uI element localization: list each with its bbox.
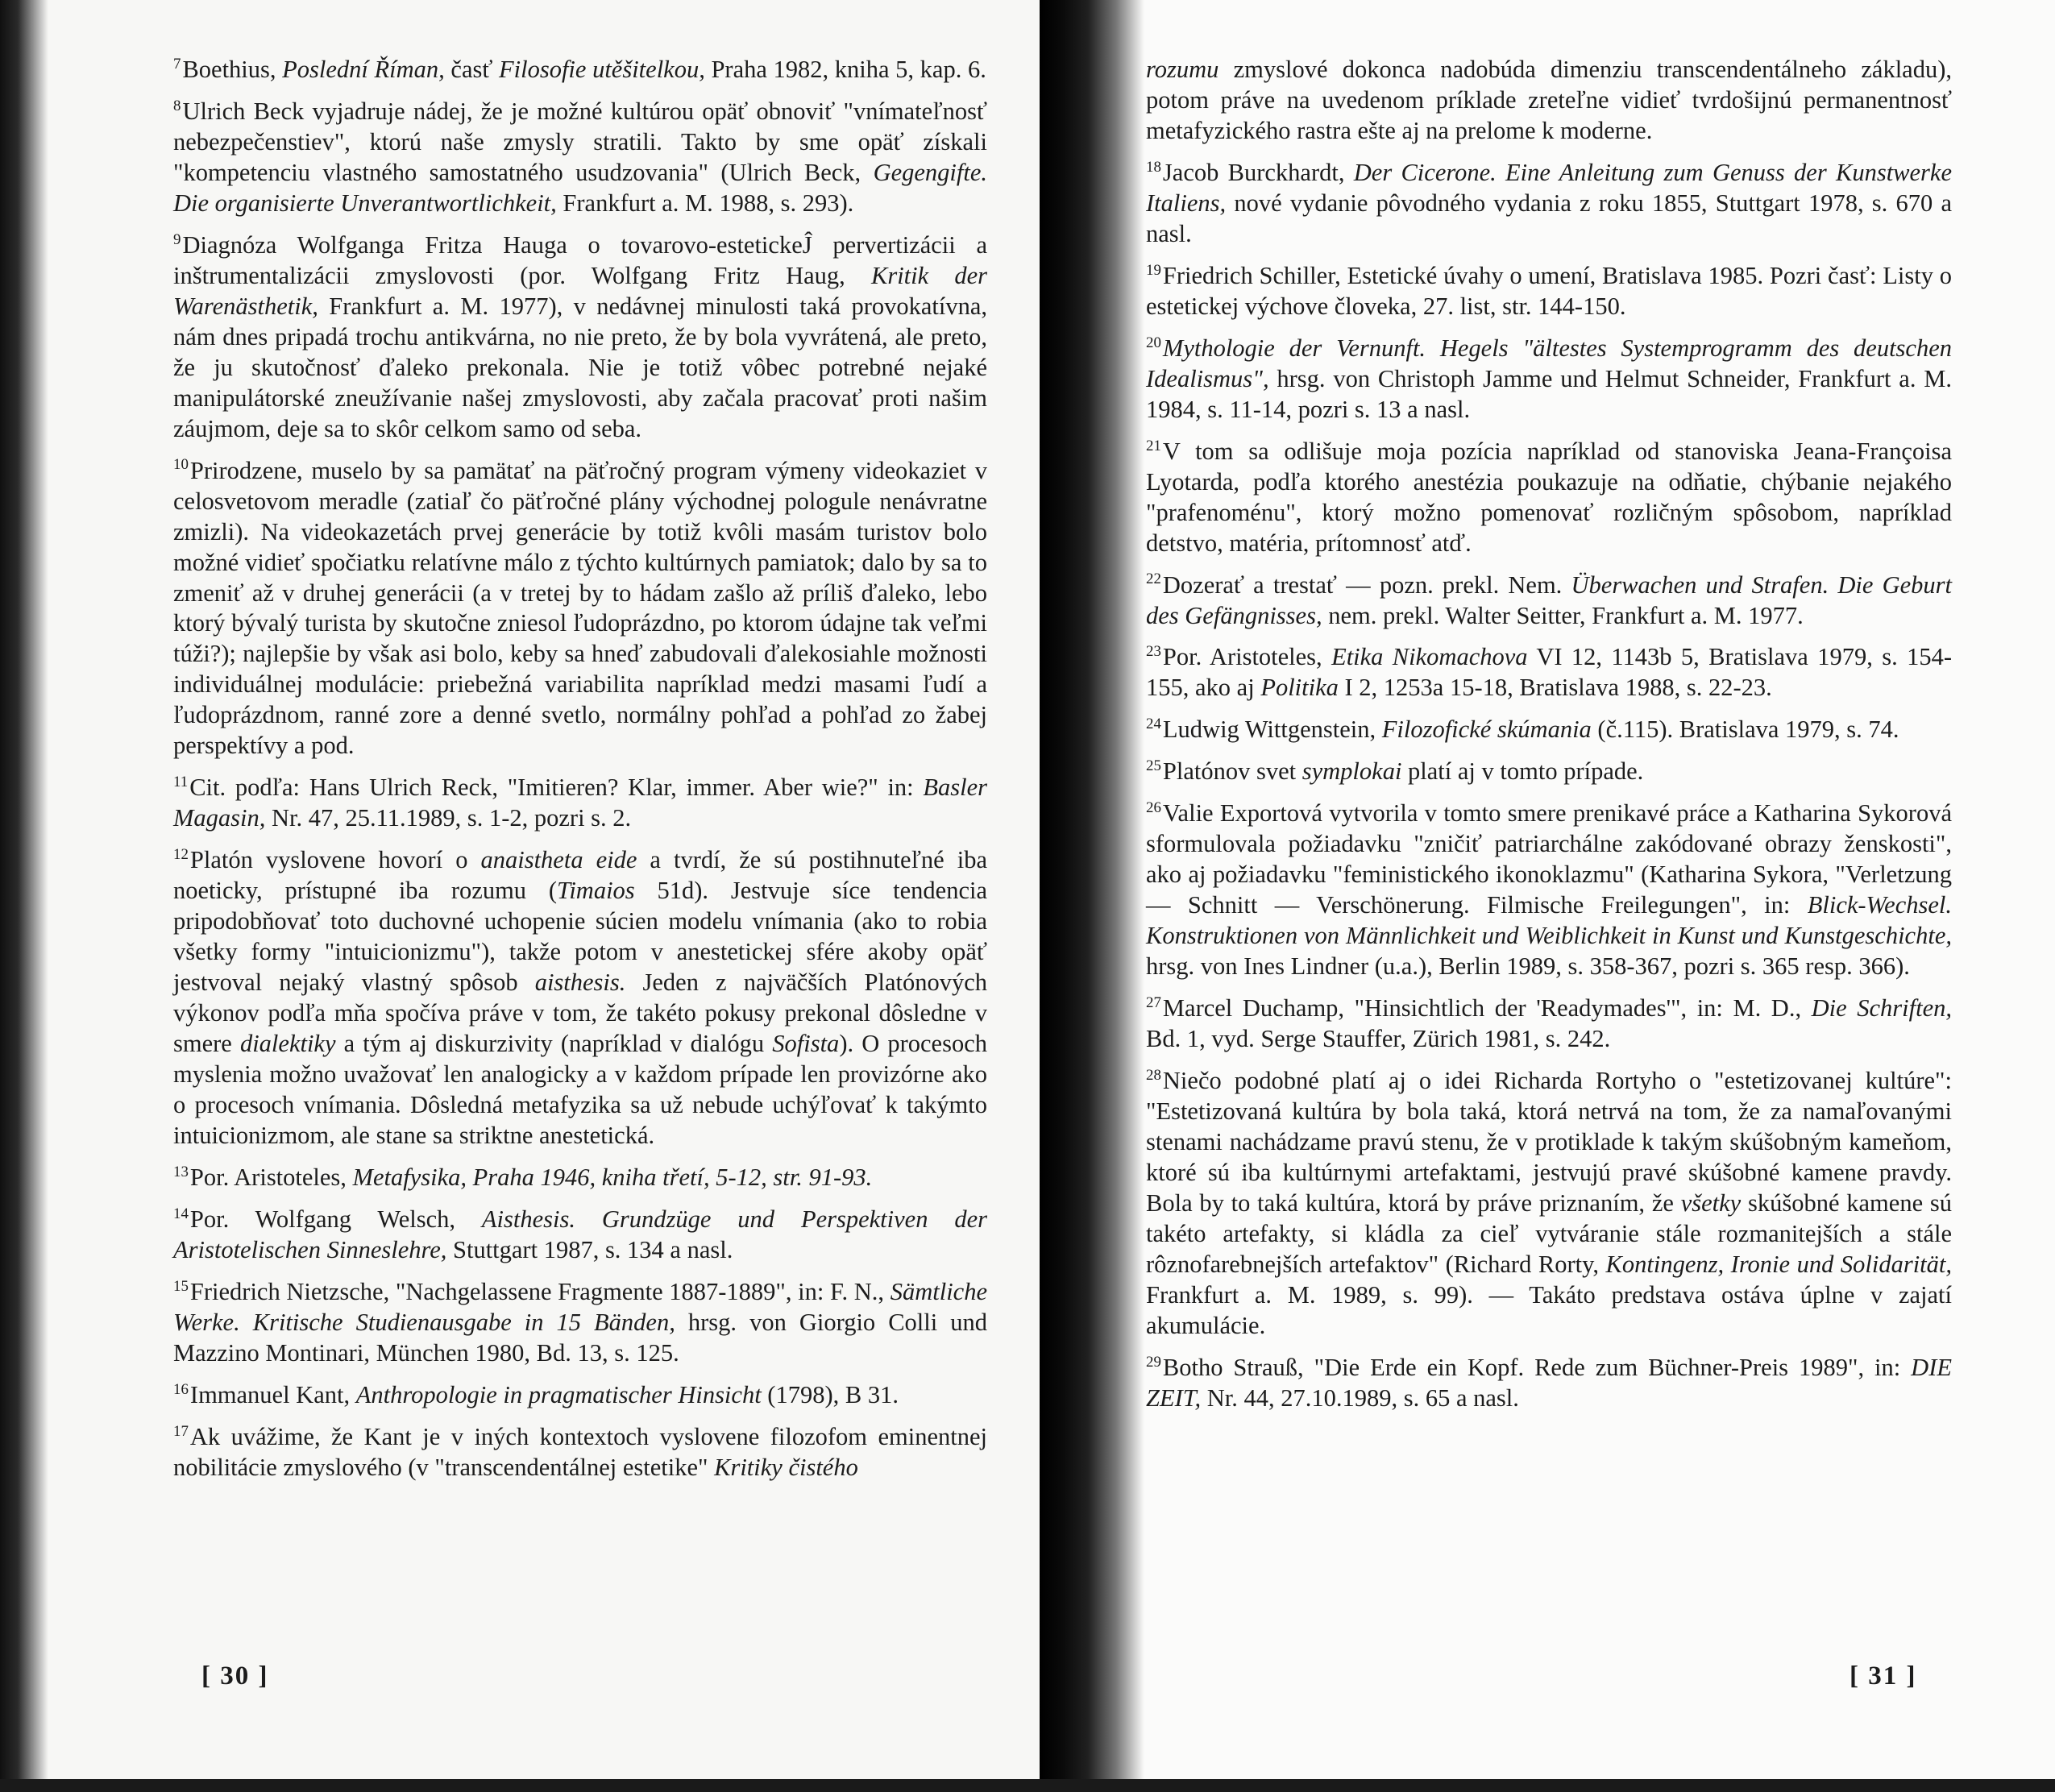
footnote-number: 8 bbox=[173, 97, 181, 114]
footnote-number: 9 bbox=[173, 230, 181, 248]
footnote-text-segment: Diagnóza Wolfganga Fritza Hauga o tovarovo-estetickeĴ pervertizácii a inštrumentalizácii zmyslovosti (por. Wolfgang Fritz Haug, bbox=[173, 230, 987, 289]
footnote-text-segment: Prirodzene, muselo by sa pamätať na päťročný program výmeny videokaziet v celosvetovom meradle (zatiaľ čo päťročné plány východnej pologule nenávratne zmizli). Na videokazetách prvej generácie by totiž kvôli masám turistov bolo možné vidieť spočiatku relatívne málo z týchto kultúrnych pamiatok; dalo by sa to zmeniť až v druhej generácii (a v tretej by to hádam zašlo až príliš ďaleko, lebo ktorý bývalý turista by skutočne zniesol ľudoprázdno, po ktorom údajne tak veľmi túži?); najlepšie by však asi bolo, keby sa hneď zabudovali ďalekosiahle možnosti individuálnej modulácie: priebežná variabilita napríklad medzi masami ľudí a ľudoprázdnom, ranné zore a denné svetlo, normálny pohľad a pohľad zo žabej perspektívy a pod. bbox=[173, 456, 987, 760]
footnote-text-segment: Dozerať a trestať — pozn. prekl. Nem. bbox=[1162, 570, 1571, 599]
footnote-number: 20 bbox=[1146, 334, 1161, 351]
footnote-text-segment: skúšobné kamene sú takéto artefakty, si kládla za cieľ vytváranie stále rozmanitejších a stále rôznofarebnejších artefaktov" (Richard Rorty, bbox=[1146, 1188, 1953, 1278]
footnote-text-segment: DIE ZEIT, bbox=[1146, 1353, 1952, 1412]
footnote bbox=[173, 97, 987, 219]
footnote-text-segment: zmyslové dokonca nadobúda dimenziu transcendentálneho základu), potom práve na uvedenom príklade zreteľne vidieť tvrdošijnú permanentnosť metafyzického rastra ešte aj na prelome k moderne. bbox=[1146, 56, 1952, 144]
right-page bbox=[1040, 0, 2055, 1792]
footnote-number: 14 bbox=[173, 1205, 189, 1222]
footnote-text-segment: Poslední Říman, bbox=[282, 56, 445, 83]
footnote-number: 12 bbox=[173, 846, 189, 864]
footnote-text-segment: Filozofické skúmania bbox=[1381, 716, 1592, 744]
footnote-text-segment: Bd. 1, vyd. Serge Stauffer, Zürich 1981, s. 242. bbox=[1146, 1025, 1611, 1053]
page-number-left: [ 30 ] bbox=[201, 1661, 269, 1690]
footnote-text-segment: Friedrich Schiller, Estetické úvahy o umení, Bratislava 1985. Pozri časť: Listy o estetickej výchove človeka, 27. list, str. 144-150. bbox=[1146, 261, 1952, 320]
footnote bbox=[173, 1380, 987, 1411]
footnote-text-segment: a tým aj diskurzivity (napríklad v dialógu bbox=[335, 1030, 773, 1058]
footnote-text-segment: Nr. 44, 27.10.1989, s. 65 a nasl. bbox=[1201, 1383, 1519, 1412]
footnote-text-segment: Gegengifte. Die organisierte Unverantwortlichkeit, bbox=[173, 158, 987, 217]
footnote-text-segment: symplokai bbox=[1302, 757, 1402, 786]
footnote-text-segment: Botho Strauß, "Die Erde ein Kopf. Rede zum Büchner-Preis 1989", in: bbox=[1162, 1353, 1912, 1381]
footnote-number: 23 bbox=[1146, 643, 1161, 661]
footnote-text-segment: Valie Exportová vytvorila v tomto smere prenikavé práce a Katharina Sykorová sformulovala požiadavku "zničiť patriarchálne zakódované obrazy ženskosti", ako aj požiadavku "feministického ikonoklazmu" (Katharina Sykora, "Verletzung — Schnitt — Verschönerung. Filmische Freilegungen", in: bbox=[1146, 799, 1952, 919]
footnote bbox=[173, 1205, 987, 1266]
footnote-number: 7 bbox=[173, 55, 181, 73]
footnote-text-segment: Mythologie der Vernunft. Hegels "ältestes Systemprogramm des deutschen Idealismus", bbox=[1146, 334, 1952, 392]
footnote-number: 22 bbox=[1146, 570, 1161, 588]
footnote-text-segment: Überwachen und Strafen. Die Geburt des Gefängnisses, bbox=[1146, 570, 1953, 629]
footnote-text-segment: Kontingenz, Ironie und Solidarität, bbox=[1605, 1250, 1953, 1278]
footnote-text-segment: (č.115). Bratislava 1979, s. 74. bbox=[1591, 716, 1899, 744]
footnote bbox=[1146, 1066, 1952, 1342]
footnote-text-segment: Die Schriften, bbox=[1811, 994, 1953, 1023]
footnote-text-segment: VI 12, 1143b 5, Bratislava 1979, s. 154-155, ako aj bbox=[1146, 643, 1952, 702]
footnote-text-segment: Metafysika, Praha 1946, kniha třetí, 5-12, str. 91-93. bbox=[352, 1163, 873, 1191]
footnote-text-segment: Niečo podobné platí aj o idei Richarda Rortyho o "estetizovanej kultúre": "Estetizovaná kultúra by bola taká, ktorá netrvá na tom, že za namaľovanými stenami nachádzame pravú stenu, že v protiklade k takým skúšobným kameňom, ktoré sú iba kultúrnymi artefaktami, jestvujú pravé skúšobné kamene pravdy. Bola by to taká kultúra, ktorá by práve priznaním, že bbox=[1146, 1067, 1952, 1217]
footnote-text-segment: nem. prekl. Walter Seitter, Frankfurt a. M. 1977. bbox=[1322, 601, 1804, 629]
page-edge-shadow bbox=[0, 0, 48, 1792]
footnote-text-segment: Frankfurt a. M. 1989, s. 99). — Takáto predstava ostáva úplne v zajatí akumulácie. bbox=[1146, 1280, 1952, 1339]
scan-bottom-edge bbox=[0, 1779, 2055, 1792]
footnote-text-segment: Cit. podľa: Hans Ulrich Reck, "Imitieren? Klar, immer. Aber wie?" in: bbox=[189, 774, 924, 802]
footnote-text-segment: Timaios bbox=[557, 877, 635, 905]
footnote-text-segment: ). O procesoch myslenia možno uvažovať len analogicky a v každom prípade len provizórne ako o procesoch vnímania. Dôsledná metafyzika sa už nebude uchýľovať k takýmto intuicionizmom, ale stane sa striktne anestetická. bbox=[173, 1030, 988, 1149]
footnote-text-segment: Por. Aristoteles, bbox=[189, 1163, 353, 1191]
footnote-text-segment: Platónov svet bbox=[1162, 757, 1302, 786]
footnote bbox=[173, 773, 987, 834]
footnote-text-segment: Por. Wolfgang Welsch, bbox=[189, 1205, 482, 1233]
footnote-number: 17 bbox=[173, 1422, 189, 1440]
footnote bbox=[1146, 261, 1952, 322]
footnote-text-segment: Nr. 47, 25.11.1989, s. 1-2, pozri s. 2. bbox=[265, 804, 632, 832]
footnote-text-segment: Aisthesis. Grundzüge und Perspektiven der Aristotelischen Sinneslehre, bbox=[173, 1205, 987, 1263]
footnote-number: 21 bbox=[1146, 437, 1161, 454]
footnote-number: 27 bbox=[1146, 994, 1161, 1011]
footnote-text-segment: Ludwig Wittgenstein, bbox=[1162, 716, 1382, 744]
footnote-text-segment: Por. Aristoteles, bbox=[1162, 643, 1332, 671]
footnote bbox=[173, 1422, 987, 1483]
footnote bbox=[1146, 158, 1952, 250]
footnote-text-segment: Politika bbox=[1260, 674, 1339, 702]
footnote-text-segment: aisthesis. bbox=[534, 969, 626, 997]
footnote-text-segment: Stuttgart 1987, s. 134 a nasl. bbox=[446, 1235, 733, 1263]
footnote bbox=[173, 1163, 987, 1193]
footnote-text-segment: hrsg. von Ines Lindner (u.a.), Berlin 1989, s. 358-367, pozri s. 365 resp. 366). bbox=[1146, 952, 1910, 981]
footnote-number: 18 bbox=[1146, 158, 1161, 176]
footnote bbox=[173, 230, 987, 445]
footnote bbox=[173, 845, 987, 1151]
footnote-number: 29 bbox=[1146, 1353, 1161, 1371]
footnote-text-segment: Jacob Burckhardt, bbox=[1162, 158, 1354, 186]
footnote-text-segment: Basler Magasin, bbox=[173, 774, 987, 832]
footnote-number: 13 bbox=[173, 1163, 189, 1180]
footnote-text-segment: Boethius, bbox=[182, 56, 283, 83]
footnote bbox=[173, 1277, 987, 1369]
footnote-text-segment: dialektiky bbox=[239, 1030, 336, 1058]
footnote-text-segment: Kritik der Warenästhetik, bbox=[173, 261, 987, 320]
footnote-number: 11 bbox=[173, 774, 189, 791]
footnote bbox=[173, 456, 987, 762]
footnote-text-segment: I 2, 1253a 15-18, Bratislava 1988, s. 22-23. bbox=[1338, 674, 1772, 702]
footnote-number: 24 bbox=[1146, 716, 1161, 733]
footnote bbox=[1146, 437, 1952, 559]
footnote-text-segment: hrsg. von Christoph Jamme und Helmut Schneider, Frankfurt a. M. 1984, s. 11-14, pozri s. 13 a nasl. bbox=[1146, 364, 1952, 423]
footnote-text-segment: 51d). Jestvuje síce tendencia pripodobňovať toto duchovné uchopenie súcien modelu vnímania (ako to robia všetky formy "intuicionizmu"), takže potom v anestetickej sfére akoby opäť jestvoval nejaký vlastný spôsob bbox=[173, 877, 988, 997]
footnote-text-segment: Sämtliche Werke. Kritische Studienausgabe in 15 Bänden, bbox=[173, 1277, 987, 1336]
footnote-text-segment: Frankfurt a. M. 1977), v nedávnej minulosti taká provokatívna, nám dnes pripadá trochu antikvárna, no nie preto, že by bola vyvrátená, ale preto, že ju skutočnosť ďaleko prekonala. Nie je totiž vôbec potrebné nejaké manipulátorské zneužívanie našej zmyslovosti, aby začala pracovať proti našim záujmom, deje sa to skôr celkom samo od seba. bbox=[173, 292, 987, 442]
footnote-text-segment: Frankfurt a. M. 1988, s. 293). bbox=[556, 189, 854, 217]
footnote bbox=[1146, 757, 1952, 787]
footnote-text-segment: Etika Nikomachova bbox=[1331, 643, 1528, 671]
footnote-number: 16 bbox=[173, 1380, 189, 1398]
footnote-number: 28 bbox=[1146, 1066, 1161, 1084]
footnote-number: 25 bbox=[1146, 757, 1161, 775]
footnote-text-segment: Marcel Duchamp, "Hinsichtlich der 'Readymades'", in: M. D., bbox=[1162, 994, 1812, 1023]
footnote-text-segment: Jeden z najväčších Platónových výkonov podľa mňa spočíva práve v tom, že takéto pokusy prekonal dôsledne v smere bbox=[173, 969, 987, 1058]
footnote-text-segment: Friedrich Nietzsche, "Nachgelassene Fragmente 1887-1889", in: F. N., bbox=[189, 1277, 890, 1305]
footnote-text-segment: Anthropologie in pragmatischer Hinsicht bbox=[355, 1380, 762, 1408]
footnote bbox=[173, 55, 987, 85]
footnote-text-segment: a tvrdí, že sú postihnuteľné iba noeticky, prístupné iba rozumu ( bbox=[173, 846, 987, 905]
footnote-text-segment: Platón vyslovene hovorí o bbox=[189, 846, 481, 874]
footnote-text-segment: Praha 1982, kniha 5, kap. 6. bbox=[704, 56, 986, 83]
footnote-text-segment: nové vydanie pôvodného vydania z roku 1855, Stuttgart 1978, s. 670 a nasl. bbox=[1146, 189, 1952, 247]
footnote bbox=[1146, 334, 1952, 425]
footnote-number: 15 bbox=[173, 1277, 189, 1295]
footnote-text-segment: časť bbox=[444, 56, 500, 83]
footnote bbox=[1146, 642, 1952, 703]
footnote bbox=[1146, 715, 1952, 745]
page-number-right: [ 31 ] bbox=[1850, 1661, 1917, 1690]
footnote bbox=[1146, 993, 1952, 1055]
footnote-number: 26 bbox=[1146, 799, 1161, 817]
book-binding-shadow bbox=[1040, 0, 1144, 1792]
footnotes-right bbox=[1146, 55, 1952, 1425]
footnote-text-segment: anaistheta eide bbox=[480, 846, 637, 874]
footnote-text-segment: Der Cicerone. Eine Anleitung zum Genuss der Kunstwerke Italiens, bbox=[1146, 158, 1952, 217]
footnote-number: 19 bbox=[1146, 261, 1161, 279]
footnote-text-segment: Ak uvážime, že Kant je v iných kontextoch vyslovene filozofom eminentnej nobilitácie zmyslového (v "transcendentálnej estetike" bbox=[173, 1422, 987, 1481]
footnote-text-segment: Ulrich Beck vyjadruje nádej, že je možné kultúrou opäť obnoviť "vnímateľnosť nebezpečenstiev", ktorú naše zmysly stratili. Takto by sme opäť získali "kompetenciu vlastného samostatného usudzovania" (Ulrich Beck, bbox=[173, 97, 987, 186]
footnote-text-segment: Sofista bbox=[772, 1030, 840, 1058]
footnote bbox=[1146, 570, 1952, 632]
footnote bbox=[1146, 799, 1952, 982]
footnote-text-segment: rozumu bbox=[1146, 56, 1219, 83]
footnotes-left bbox=[173, 55, 987, 1495]
footnote-text-segment: hrsg. von Giorgio Colli und Mazzino Montinari, München 1980, Bd. 13, s. 125. bbox=[173, 1308, 988, 1367]
footnote-text-segment: všetky bbox=[1680, 1188, 1742, 1217]
footnote-text-segment: platí aj v tomto prípade. bbox=[1401, 757, 1644, 786]
footnote-number: 10 bbox=[173, 456, 189, 474]
footnote-text-segment: Kritiky čistého bbox=[714, 1453, 858, 1481]
footnote-text-segment: Immanuel Kant, bbox=[189, 1380, 356, 1408]
footnote-text-segment: Filosofie utěšitelkou, bbox=[499, 56, 705, 83]
footnote-continuation bbox=[1146, 55, 1952, 147]
footnote-text-segment: V tom sa odlišuje moja pozícia napríklad od stanoviska Jeana-Françoisa Lyotarda, podľa ktorého anestézia poukazuje na odňatie, chýbanie nejakého "prafenoménu", ktorý možno pomenovať rozličným spôsobom, napríklad detstvo, matéria, prítomnosť atď. bbox=[1146, 437, 1952, 557]
footnote-text-segment: (1798), B 31. bbox=[761, 1380, 899, 1408]
footnote bbox=[1146, 1353, 1952, 1414]
footnote-text-segment: Blick-Wechsel. Konstruktionen von Männlichkeit und Weiblichkeit in Kunst und Kunstgeschichte, bbox=[1146, 891, 1952, 950]
